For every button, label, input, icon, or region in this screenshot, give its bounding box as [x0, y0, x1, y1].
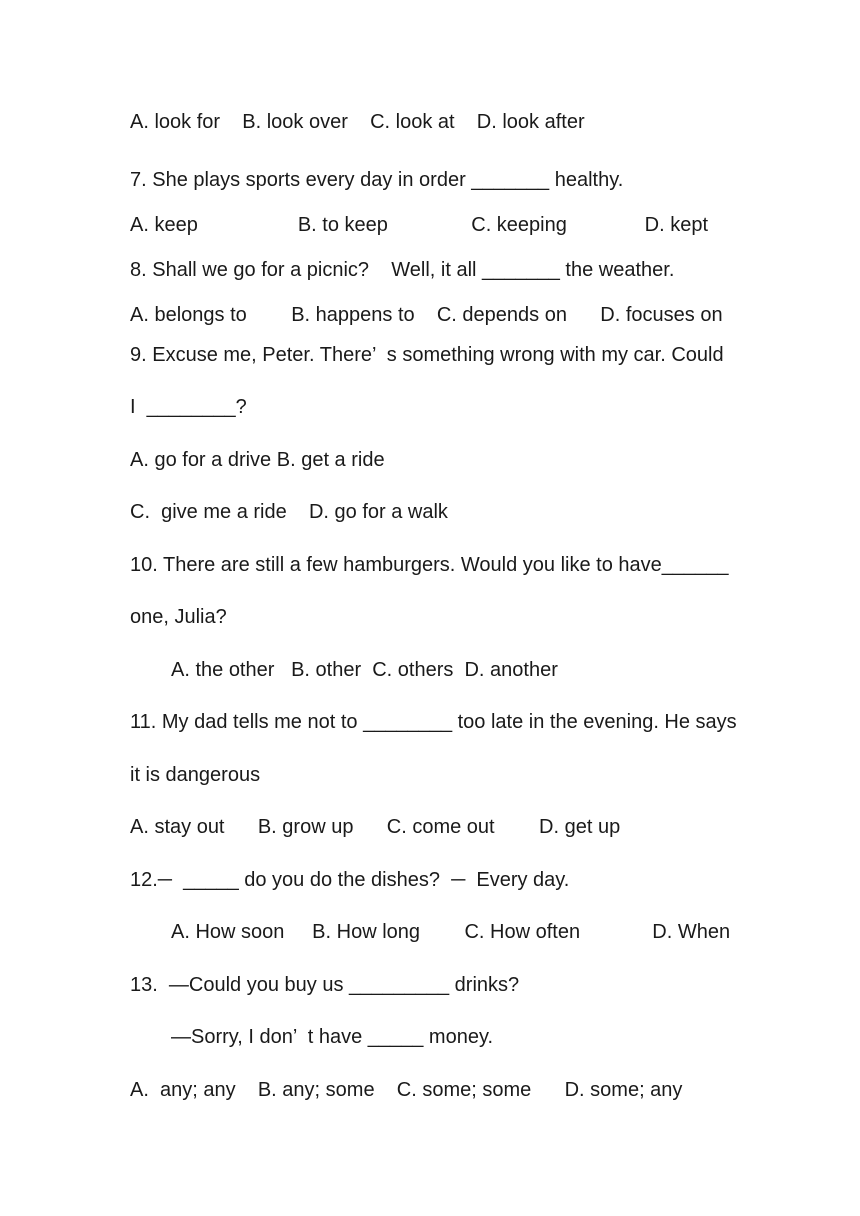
q10-question: 10. There are still a few hamburgers. Would you like to have______ — [130, 554, 729, 576]
q10-question-cont: one, Julia? — [130, 606, 227, 628]
q11-options: A. stay out B. grow up C. come out D. get up — [130, 816, 621, 838]
q13-options: A. any; any B. any; some C. some; some D. some; any — [130, 1079, 683, 1101]
q9-options-ab: A. go for a drive B. get a ride — [130, 449, 385, 471]
q9-question-cont: I ________? — [130, 396, 247, 418]
q8-question: 8. Shall we go for a picnic? Well, it all _______ the weather. — [130, 259, 675, 281]
q13-question: 13. —Could you buy us _________ drinks? — [130, 974, 520, 996]
q13-reply: —Sorry, I don’ t have _____ money. — [171, 1026, 494, 1048]
q6-options: A. look for B. look over C. look at D. look after — [130, 111, 585, 133]
q7-options: A. keep B. to keep C. keeping D. kept — [130, 214, 709, 236]
q12-question: 12.─ _____ do you do the dishes? ─ Every day. — [130, 869, 570, 891]
q9-options-cd: C. give me a ride D. go for a walk — [130, 501, 448, 523]
q8-options: A. belongs to B. happens to C. depends on D. focuses on — [130, 304, 723, 326]
q12-options: A. How soon B. How long C. How often D. When — [171, 921, 731, 943]
q9-question: 9. Excuse me, Peter. There’ s something wrong with my car. Could — [130, 344, 724, 366]
q11-question: 11. My dad tells me not to ________ too late in the evening. He says — [130, 711, 737, 733]
q7-question: 7. She plays sports every day in order _______ healthy. — [130, 169, 624, 191]
q11-question-cont: it is dangerous — [130, 764, 261, 786]
q10-options: A. the other B. other C. others D. another — [171, 659, 558, 681]
